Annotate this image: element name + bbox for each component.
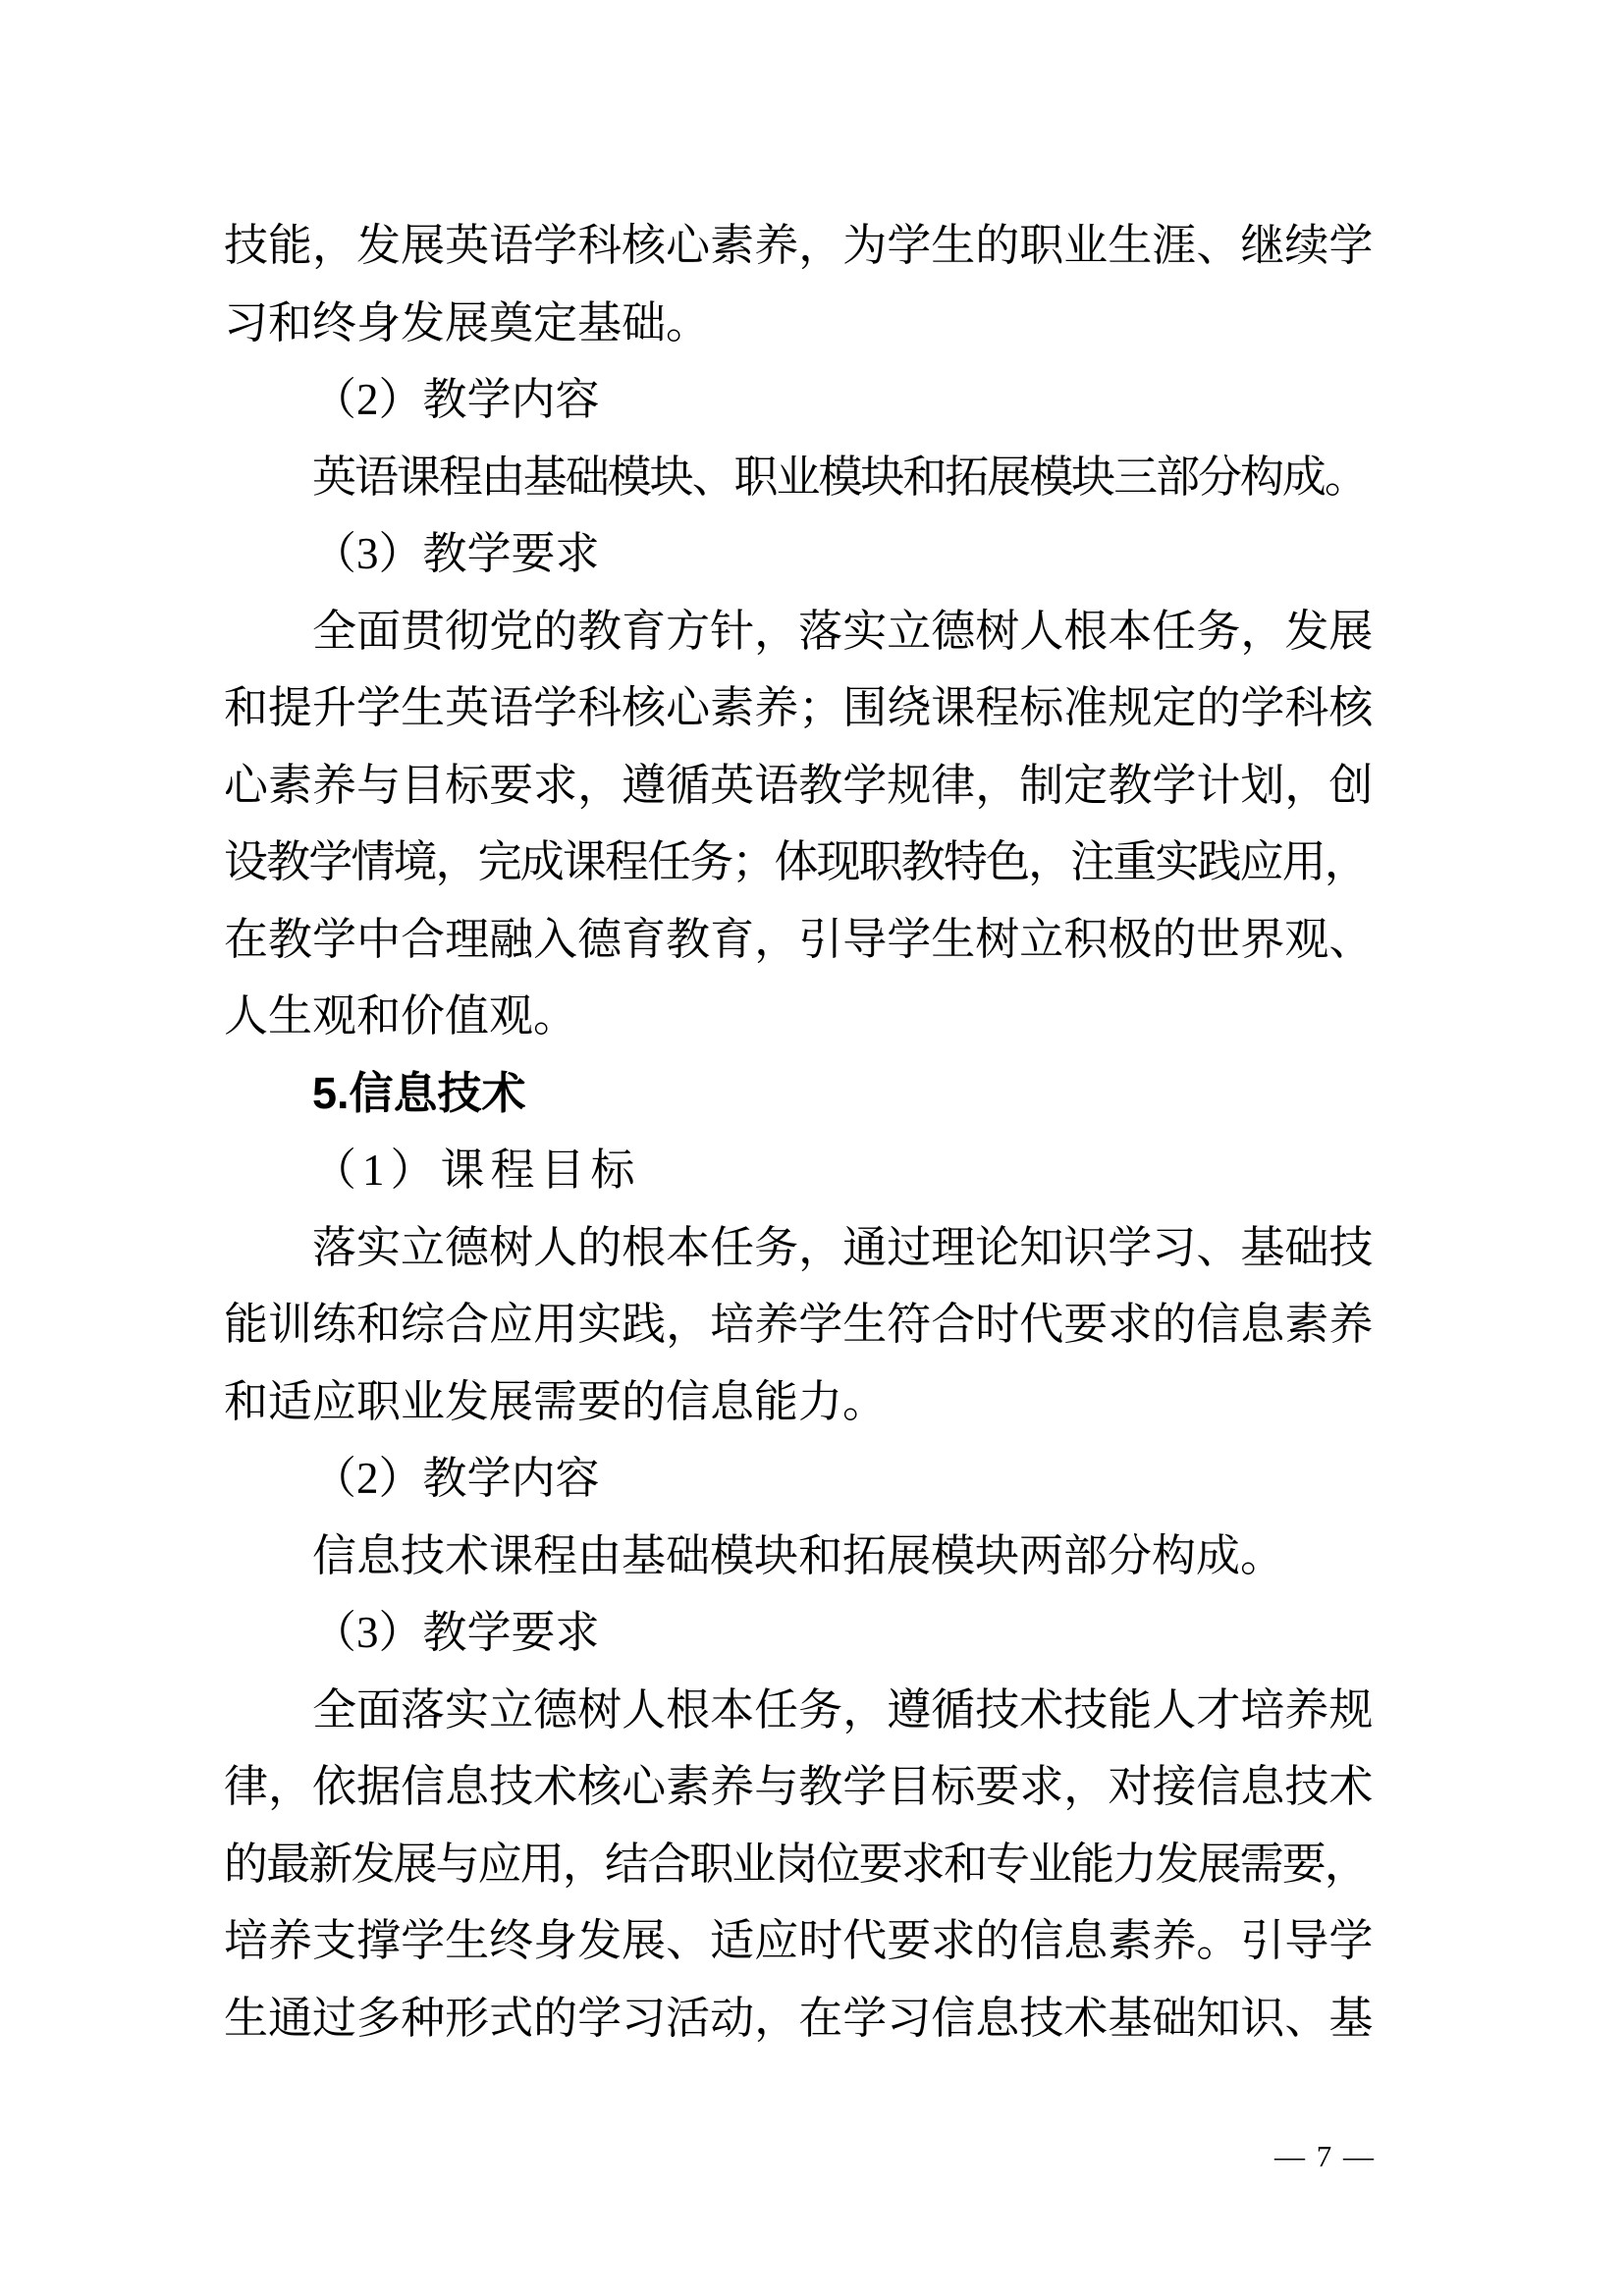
- document-body: [224, 207, 1374, 2056]
- text-line: 和适应职业发展需要的信息能力。: [224, 1376, 888, 1426]
- text-line: 全 面 落 实 立 德 树 人 根 本 任 务 ， 遵 循 技 术 技 能 人 才 培 养 规: [312, 1684, 1374, 1735]
- text-line: 在 教 学 中 合 理 融 入 德 育 教 育 ， 引 导 学 生 树 立 积 极 的 世 界 观 、: [224, 914, 1374, 964]
- text-line: 生 通 过 多 种 形 式 的 学 习 活 动 ， 在 学 习 信 息 技 术 基 础 知 识 、 基: [224, 1993, 1374, 2043]
- text-line: 的 最 新 发 展 与 应 用 ， 结 合 职 业 岗 位 要 求 和 专 业 能 力 发 展 需 要 ，: [224, 1839, 1367, 1889]
- page-number: — 7 —: [1274, 2139, 1376, 2173]
- text-line: 人生观和价值观。: [224, 991, 578, 1041]
- text-line: 落 实 立 德 树 人 的 根 本 任 务 ， 通 过 理 论 知 识 学 习 、 基 础 技: [312, 1222, 1374, 1272]
- subheading-course-objectives: （1）课程目标: [312, 1146, 641, 1195]
- subheading-teaching-content-2: （2）教学内容: [312, 1454, 600, 1503]
- text-line: 和 提 升 学 生 英 语 学 科 核 心 素 养 ； 围 绕 课 程 标 准 规 定 的 学 科 核: [224, 683, 1374, 732]
- text-line: 全 面 贯 彻 党 的 教 育 方 针 ， 落 实 立 德 树 人 根 本 任 务 ， 发 展: [312, 606, 1374, 656]
- text-line: 信息技术课程由基础模块和拓展模块两部分构成。: [312, 1530, 1285, 1580]
- subheading-teaching-requirements-2: （3）教学要求: [312, 1608, 600, 1657]
- text-line: 能 训 练 和 综 合 应 用 实 践 ， 培 养 学 生 符 合 时 代 要 求 的 信 息 素 养: [224, 1300, 1374, 1349]
- text-line: 英 语 课 程 由 基 础 模 块 、 职 业 模 块 和 拓 展 模 块 三 部 分 构 成 。: [312, 452, 1367, 502]
- text-line: 设 教 学 情 境 ， 完 成 课 程 任 务 ； 体 现 职 教 特 色 ， 注 重 实 践 应 用 ，: [224, 837, 1367, 886]
- subheading-teaching-content: （2）教学内容: [312, 375, 600, 424]
- text-line: 习和终身发展奠定基础。: [224, 297, 711, 347]
- subheading-teaching-requirements: （3）教学要求: [312, 529, 600, 578]
- heading-information-technology: 5.信息技术: [312, 1067, 526, 1118]
- text-line: 技 能 ， 发 展 英 语 学 科 核 心 素 养 ， 为 学 生 的 职 业 生 涯 、 继 续 学: [224, 221, 1374, 270]
- text-line: 律 ， 依 据 信 息 技 术 核 心 素 养 与 教 学 目 标 要 求 ， 对 接 信 息 技 术: [224, 1762, 1374, 1811]
- text-line: 培 养 支 撑 学 生 终 身 发 展 、 适 应 时 代 要 求 的 信 息 素 养 。 引 导 学: [224, 1916, 1374, 1965]
- text-line: 心 素 养 与 目 标 要 求 ， 遵 循 英 语 教 学 规 律 ， 制 定 教 学 计 划 ， 创: [224, 760, 1374, 810]
